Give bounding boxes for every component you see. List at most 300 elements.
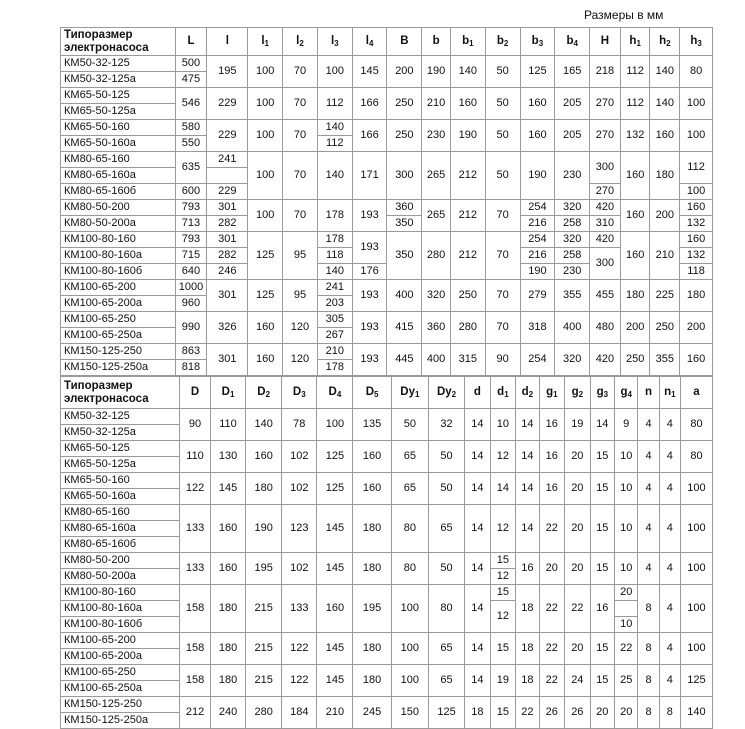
value-cell: 254	[520, 232, 555, 248]
value-cell: 140	[317, 152, 352, 200]
value-cell: 8	[638, 665, 659, 697]
value-cell: 50	[428, 441, 464, 473]
column-header	[450, 28, 485, 56]
value-cell: 160	[620, 200, 650, 232]
column-header-subscript: 2	[503, 38, 509, 48]
column-header	[520, 28, 555, 56]
value-cell: 16	[516, 553, 539, 585]
column-header-symbol: d	[497, 385, 505, 398]
column-header-subscript: 1	[504, 389, 509, 399]
value-cell: 80	[680, 56, 713, 88]
value-cell: 14	[465, 633, 491, 665]
column-header-symbol: n	[645, 385, 653, 398]
value-cell: 310	[590, 216, 621, 232]
model-name-cell: КМ150-125-250	[61, 697, 180, 713]
value-cell: 4	[659, 409, 680, 441]
column-header	[317, 377, 353, 409]
value-cell: 500	[175, 56, 207, 72]
model-name-cell: КМ100-80-160б	[61, 264, 176, 280]
value-cell: 145	[317, 553, 353, 585]
value-cell: 20	[590, 697, 614, 729]
value-cell: 180	[210, 665, 245, 697]
value-cell: 130	[210, 441, 245, 473]
value-cell: 100	[248, 88, 283, 120]
value-cell: 18	[516, 633, 539, 665]
value-cell: 300	[387, 152, 422, 200]
value-cell: 8	[638, 633, 659, 665]
value-cell: 4	[659, 585, 680, 633]
value-cell: 230	[422, 120, 451, 152]
value-cell: 320	[555, 232, 590, 248]
model-name-cell: КМ100-65-250	[61, 665, 180, 681]
value-cell: 546	[175, 88, 207, 120]
value-cell: 12	[490, 505, 516, 553]
column-header	[422, 28, 451, 56]
column-header-subscript: 3	[334, 38, 339, 48]
value-cell: 455	[590, 280, 621, 312]
column-header-subscript: 1	[229, 389, 235, 399]
value-cell: 241	[317, 280, 352, 296]
value-cell: 4	[638, 441, 659, 473]
column-header-symbol: D	[365, 385, 375, 398]
value-cell: 178	[317, 200, 352, 232]
value-cell: 480	[590, 312, 621, 344]
value-cell	[615, 601, 638, 617]
value-cell: 22	[539, 505, 565, 553]
value-cell: 254	[520, 200, 555, 216]
value-cell: 10	[490, 409, 516, 441]
value-cell: 135	[353, 409, 391, 441]
value-cell: 12	[490, 441, 516, 473]
value-cell: 112	[317, 88, 352, 120]
value-cell: 195	[246, 553, 282, 585]
column-header	[387, 28, 422, 56]
value-cell: 230	[555, 264, 590, 280]
value-cell: 193	[352, 312, 387, 344]
value-cell: 20	[565, 633, 591, 665]
value-cell: 19	[565, 409, 591, 441]
value-cell: 212	[180, 697, 211, 729]
value-cell: 125	[680, 665, 712, 697]
value-cell: 140	[246, 409, 282, 441]
model-name-cell: КМ50-32-125	[61, 56, 176, 72]
model-name-cell: КМ80-50-200	[61, 553, 180, 569]
value-cell: 70	[485, 200, 520, 232]
column-header	[659, 377, 680, 409]
column-header-symbol: l	[330, 34, 335, 47]
column-header	[352, 28, 387, 56]
model-name-cell: КМ50-32-125	[61, 409, 180, 425]
value-cell: 210	[317, 344, 352, 360]
value-cell: 350	[387, 232, 422, 280]
value-cell: 125	[520, 56, 555, 88]
column-header-symbol: D	[292, 385, 302, 398]
value-cell: 193	[352, 232, 387, 264]
value-cell: 50	[391, 409, 428, 441]
column-header-subscript: 4	[368, 38, 374, 48]
value-cell: 15	[490, 553, 516, 569]
column-header-subscript: 4	[573, 38, 578, 48]
value-cell: 160	[650, 120, 680, 152]
value-cell: 4	[638, 553, 659, 585]
value-cell: 100	[248, 152, 283, 200]
value-cell: 990	[175, 312, 207, 344]
table-row	[61, 200, 713, 216]
value-cell: 100	[391, 633, 428, 665]
value-cell: 132	[680, 248, 713, 264]
value-cell: 90	[180, 409, 211, 441]
model-name-cell: КМ65-50-125а	[61, 104, 176, 120]
model-name-cell: КМ100-80-160	[61, 232, 176, 248]
value-cell: 18	[465, 697, 491, 729]
value-cell: 70	[485, 232, 520, 280]
column-header	[615, 377, 638, 409]
column-header-subscript: 2	[451, 389, 457, 399]
value-cell: 282	[207, 216, 248, 232]
value-cell: 100	[391, 665, 428, 697]
column-header-model: Типоразмер электронасоса	[61, 28, 176, 56]
value-cell: 122	[282, 633, 317, 665]
value-cell: 818	[175, 360, 207, 376]
column-header-subscript: 2	[666, 38, 671, 48]
value-cell: 14	[516, 473, 539, 505]
model-name-cell: КМ65-50-125	[61, 88, 176, 104]
value-cell: 4	[659, 441, 680, 473]
model-name-cell: КМ80-65-160а	[61, 521, 180, 537]
value-cell: 160	[680, 344, 713, 376]
value-cell: 180	[353, 665, 391, 697]
value-cell: 100	[317, 409, 353, 441]
model-name-cell: КМ100-80-160	[61, 585, 180, 601]
value-cell: 15	[590, 633, 614, 665]
value-cell: 301	[207, 200, 248, 216]
value-cell: 132	[680, 216, 713, 232]
value-cell: 180	[620, 280, 650, 312]
model-name-cell: КМ100-65-250а	[61, 328, 176, 344]
column-header	[246, 377, 282, 409]
value-cell: 145	[352, 56, 387, 88]
value-cell: 193	[352, 200, 387, 232]
model-name-cell: КМ80-50-200	[61, 200, 176, 216]
value-cell: 8	[638, 697, 659, 729]
column-header-symbol: h	[629, 34, 637, 47]
column-header	[620, 28, 650, 56]
column-header	[391, 377, 428, 409]
column-header	[175, 28, 207, 56]
column-header-symbol: a	[693, 385, 700, 398]
dimensions-table-2	[60, 376, 713, 729]
column-header	[680, 377, 712, 409]
value-cell: 360	[387, 200, 422, 216]
value-cell: 112	[680, 152, 713, 184]
value-cell: 246	[207, 264, 248, 280]
value-cell: 203	[317, 296, 352, 312]
value-cell: 160	[680, 232, 713, 248]
value-cell: 80	[680, 409, 712, 441]
value-cell: 145	[210, 473, 245, 505]
model-name-cell: КМ100-80-160б	[61, 617, 180, 633]
value-cell: 415	[387, 312, 422, 344]
column-header	[210, 377, 245, 409]
value-cell: 112	[620, 88, 650, 120]
value-cell: 14	[516, 409, 539, 441]
value-cell: 195	[353, 585, 391, 633]
value-cell: 32	[428, 409, 464, 441]
value-cell: 50	[485, 88, 520, 120]
column-header	[317, 28, 352, 56]
value-cell: 15	[490, 585, 516, 601]
value-cell: 400	[422, 344, 451, 376]
model-name-cell: КМ80-50-200а	[61, 216, 176, 232]
table-row	[61, 56, 713, 72]
column-header	[282, 377, 317, 409]
value-cell: 100	[680, 88, 713, 120]
value-cell: 20	[615, 585, 638, 601]
value-cell: 15	[490, 633, 516, 665]
value-cell: 4	[659, 473, 680, 505]
column-header-subscript: 1	[671, 389, 676, 399]
value-cell: 315	[450, 344, 485, 376]
value-cell: 320	[555, 344, 590, 376]
column-header	[539, 377, 565, 409]
value-cell: 25	[615, 665, 638, 697]
value-cell: 200	[387, 56, 422, 88]
column-header-symbol: b	[462, 34, 470, 47]
value-cell: 10	[615, 505, 638, 553]
model-name-cell: КМ80-65-160а	[61, 168, 176, 184]
value-cell: 229	[207, 88, 248, 120]
value-cell: 102	[282, 473, 317, 505]
value-cell: 4	[659, 553, 680, 585]
value-cell: 80	[428, 585, 464, 633]
column-header-symbol: d	[521, 385, 529, 398]
column-header-symbol: l	[261, 34, 265, 47]
value-cell: 635	[175, 152, 207, 184]
value-cell: 140	[650, 56, 680, 88]
column-header	[283, 28, 318, 56]
column-header-subscript: 1	[553, 389, 558, 399]
value-cell: 100	[680, 184, 713, 200]
value-cell: 78	[282, 409, 317, 441]
value-cell: 15	[590, 505, 614, 553]
model-name-cell: КМ100-65-200	[61, 633, 180, 649]
value-cell: 355	[555, 280, 590, 312]
column-header-symbol: h	[690, 34, 698, 47]
value-cell: 65	[391, 441, 428, 473]
column-header-symbol: b	[566, 34, 574, 47]
value-cell: 65	[428, 505, 464, 553]
value-cell: 14	[490, 473, 516, 505]
value-cell: 14	[465, 585, 491, 633]
column-header	[353, 377, 391, 409]
value-cell: 80	[391, 505, 428, 553]
value-cell: 300	[590, 248, 621, 280]
column-header-symbol: D	[221, 385, 230, 398]
value-cell: 125	[248, 280, 283, 312]
value-cell: 122	[180, 473, 211, 505]
value-cell: 100	[317, 56, 352, 88]
value-cell: 20	[565, 473, 591, 505]
column-header	[555, 28, 590, 56]
column-header-symbol: D	[328, 385, 337, 398]
value-cell: 15	[590, 553, 614, 585]
value-cell: 120	[283, 312, 318, 344]
value-cell: 160	[620, 152, 650, 200]
value-cell: 550	[175, 136, 207, 152]
value-cell: 12	[490, 601, 516, 633]
value-cell: 65	[428, 633, 464, 665]
value-cell: 160	[317, 585, 353, 633]
value-cell: 210	[317, 697, 353, 729]
value-cell: 184	[282, 697, 317, 729]
value-cell: 14	[516, 505, 539, 553]
column-header-symbol: g	[571, 385, 579, 398]
value-cell: 16	[539, 409, 565, 441]
value-cell: 200	[620, 312, 650, 344]
value-cell: 215	[246, 665, 282, 697]
value-cell: 180	[680, 280, 713, 312]
column-header-subscript: 2	[265, 389, 271, 399]
column-header-subscript: 1	[414, 389, 420, 399]
value-cell: 215	[246, 633, 282, 665]
value-cell: 80	[391, 553, 428, 585]
value-cell: 178	[317, 232, 352, 248]
value-cell: 160	[353, 441, 391, 473]
value-cell: 15	[590, 473, 614, 505]
model-name-cell: КМ100-65-250	[61, 312, 176, 328]
column-header-subscript: 1	[469, 38, 474, 48]
model-name-cell: КМ100-80-160а	[61, 601, 180, 617]
column-header-model: Типоразмер электронасоса	[61, 377, 180, 409]
column-header	[207, 28, 248, 56]
value-cell: 200	[650, 200, 680, 232]
value-cell: 250	[450, 280, 485, 312]
value-cell: 15	[590, 665, 614, 697]
value-cell: 190	[246, 505, 282, 553]
table-row	[61, 665, 713, 681]
value-cell: 158	[180, 665, 211, 697]
column-header-subscript: 2	[578, 389, 584, 399]
value-cell: 122	[282, 665, 317, 697]
model-name-cell: КМ65-50-160а	[61, 489, 180, 505]
value-cell: 218	[590, 56, 621, 88]
value-cell: 118	[680, 264, 713, 280]
value-cell: 160	[680, 200, 713, 216]
table-row	[61, 633, 713, 649]
model-name-cell: КМ65-50-160	[61, 473, 180, 489]
value-cell: 4	[659, 633, 680, 665]
value-cell: 145	[317, 665, 353, 697]
column-header-symbol: l	[296, 34, 300, 47]
value-cell: 305	[317, 312, 352, 328]
model-name-cell: КМ100-80-160а	[61, 248, 176, 264]
value-cell: 14	[465, 441, 491, 473]
value-cell: 10	[615, 441, 638, 473]
model-name-cell: КМ80-65-160	[61, 505, 180, 521]
value-cell: 270	[590, 88, 621, 120]
model-name-cell: КМ100-65-200	[61, 280, 176, 296]
value-cell: 140	[317, 120, 352, 136]
column-header	[180, 377, 211, 409]
column-header-symbol: Dy	[436, 385, 452, 398]
value-cell: 258	[555, 248, 590, 264]
value-cell: 350	[387, 216, 422, 232]
value-cell: 210	[650, 232, 680, 280]
value-cell: 100	[680, 473, 712, 505]
column-header-symbol: g	[546, 385, 554, 398]
value-cell: 265	[422, 152, 451, 200]
value-cell: 580	[175, 120, 207, 136]
value-cell: 100	[248, 56, 283, 88]
value-cell: 95	[283, 232, 318, 280]
value-cell: 250	[650, 312, 680, 344]
value-cell: 70	[283, 88, 318, 120]
column-header-subscript: 1	[636, 38, 641, 48]
model-name-cell: КМ100-65-200а	[61, 296, 176, 312]
value-cell: 50	[485, 152, 520, 200]
value-cell: 195	[207, 56, 248, 88]
value-cell: 123	[282, 505, 317, 553]
value-cell: 125	[317, 441, 353, 473]
value-cell: 22	[615, 633, 638, 665]
value-cell: 158	[180, 585, 211, 633]
value-cell: 180	[353, 553, 391, 585]
column-header	[516, 377, 539, 409]
value-cell: 14	[465, 473, 491, 505]
value-cell: 15	[490, 697, 516, 729]
value-cell: 14	[590, 409, 614, 441]
model-name-cell: КМ150-125-250	[61, 344, 176, 360]
value-cell: 793	[175, 200, 207, 216]
value-cell: 241	[207, 152, 248, 168]
value-cell: 110	[210, 409, 245, 441]
value-cell: 166	[352, 120, 387, 152]
column-header	[428, 377, 464, 409]
table-row	[61, 344, 713, 360]
column-header	[465, 377, 491, 409]
value-cell: 216	[520, 216, 555, 232]
value-cell: 100	[248, 120, 283, 152]
value-cell: 22	[565, 585, 591, 633]
value-cell: 22	[539, 633, 565, 665]
value-cell: 100	[680, 120, 713, 152]
column-header-subscript: 4	[627, 389, 632, 399]
value-cell: 160	[210, 553, 245, 585]
value-cell: 600	[175, 184, 207, 200]
value-cell: 112	[317, 136, 352, 152]
value-cell: 70	[283, 120, 318, 152]
value-cell: 301	[207, 344, 248, 376]
value-cell: 193	[352, 344, 387, 376]
value-cell: 160	[620, 232, 650, 280]
value-cell: 50	[428, 473, 464, 505]
value-cell: 14	[516, 441, 539, 473]
value-cell: 212	[450, 152, 485, 200]
model-name-cell: КМ65-50-160	[61, 120, 176, 136]
value-cell: 18	[516, 585, 539, 633]
value-cell: 133	[180, 505, 211, 553]
value-cell: 150	[391, 697, 428, 729]
value-cell: 640	[175, 264, 207, 280]
value-cell: 360	[422, 312, 451, 344]
column-header-subscript: 3	[301, 389, 306, 399]
value-cell: 80	[680, 441, 712, 473]
column-header-symbol: H	[600, 34, 610, 47]
value-cell: 20	[615, 697, 638, 729]
value-cell: 171	[352, 152, 387, 200]
column-header	[248, 28, 283, 56]
value-cell: 280	[246, 697, 282, 729]
